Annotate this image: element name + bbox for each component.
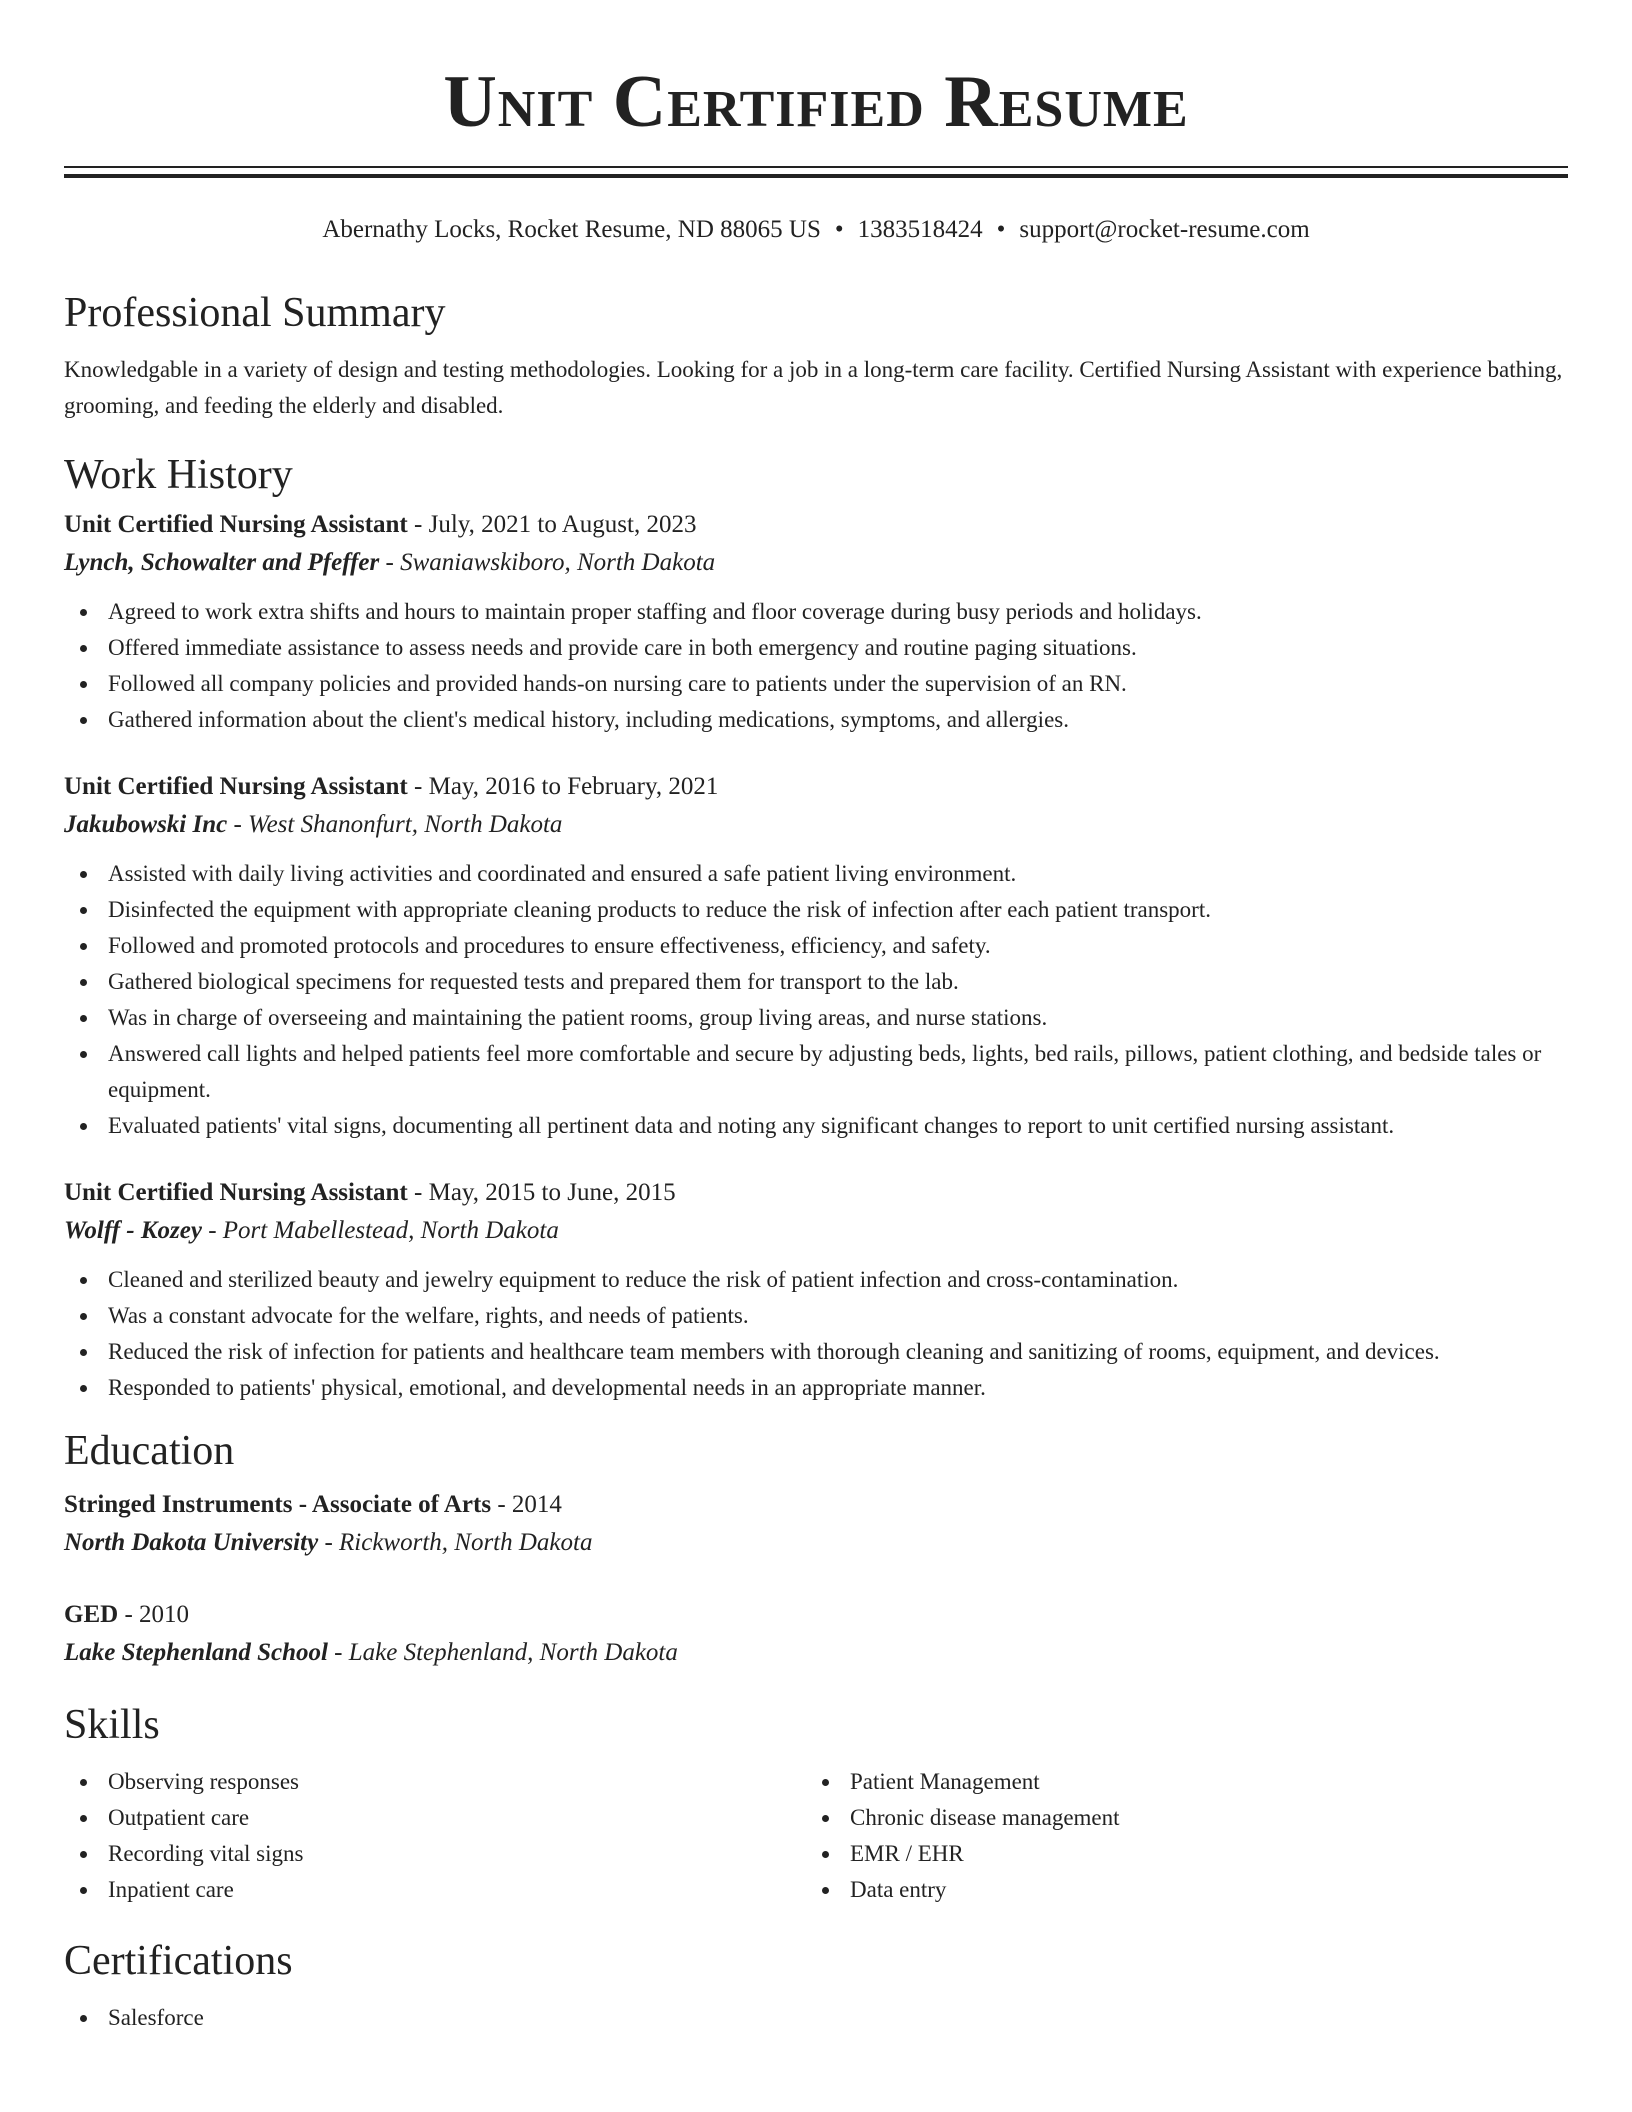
list-item: Recording vital signs bbox=[64, 1836, 806, 1872]
list-item: Gathered information about the client's medical history, including medications, symptoms, and allergies. bbox=[64, 702, 1568, 738]
job-company-line bbox=[64, 806, 1568, 844]
job-entry bbox=[64, 1174, 1568, 1406]
education-heading: Education bbox=[64, 1428, 235, 1474]
list-item: Responded to patients' physical, emotional, and developmental needs in an appropriate manner. bbox=[64, 1370, 1568, 1406]
contact-separator: • bbox=[996, 216, 1006, 243]
education-degree-line bbox=[64, 1596, 1568, 1634]
education-location: - Rickworth, North Dakota bbox=[318, 1529, 593, 1556]
title-rule-thick bbox=[64, 174, 1568, 178]
job-entry bbox=[64, 768, 1568, 1144]
certifications-heading: Certifications bbox=[64, 1938, 293, 1984]
job-dates: - May, 2016 to February, 2021 bbox=[407, 773, 719, 800]
list-item: Followed all company policies and provided hands-on nursing care to patients under the supervision of an RN. bbox=[64, 666, 1568, 702]
list-item: Chronic disease management bbox=[806, 1800, 1548, 1836]
job-dates: - May, 2015 to June, 2015 bbox=[407, 1179, 676, 1206]
list-item: Observing responses bbox=[64, 1764, 806, 1800]
summary-section bbox=[64, 288, 1568, 424]
education-entry bbox=[64, 1596, 1568, 1672]
job-location: - West Shanonfurt, North Dakota bbox=[227, 811, 563, 838]
skills-section bbox=[64, 1700, 1568, 1908]
list-item: Was in charge of overseeing and maintaining the patient rooms, group living areas, and nurse stations. bbox=[64, 1000, 1568, 1036]
job-title-line bbox=[64, 1174, 1568, 1212]
education-year: - 2014 bbox=[491, 1491, 562, 1518]
list-item: Outpatient care bbox=[64, 1800, 806, 1836]
list-item: EMR / EHR bbox=[806, 1836, 1548, 1872]
certifications-section bbox=[64, 1936, 1568, 2036]
job-title: Unit Certified Nursing Assistant bbox=[64, 773, 408, 800]
job-bullets bbox=[64, 1262, 1568, 1406]
education-section bbox=[64, 1426, 1568, 1672]
education-school-line bbox=[64, 1634, 1568, 1672]
certifications-list bbox=[64, 2000, 1568, 2036]
education-location: - Lake Stephenland, North Dakota bbox=[327, 1639, 678, 1666]
skills-left-list bbox=[64, 1764, 806, 1908]
list-item: Offered immediate assistance to assess needs and provide care in both emergency and routine paging situations. bbox=[64, 630, 1568, 666]
skills-columns bbox=[64, 1764, 1568, 1908]
list-item: Agreed to work extra shifts and hours to maintain proper staffing and floor coverage during busy periods and holidays. bbox=[64, 594, 1568, 630]
skills-right-list bbox=[806, 1764, 1548, 1908]
list-item: Reduced the risk of infection for patients and healthcare team members with thorough cleaning and sanitizing of rooms, equipment, and devices. bbox=[64, 1334, 1568, 1370]
job-title: Unit Certified Nursing Assistant bbox=[64, 511, 408, 538]
title-double-rule bbox=[64, 166, 1568, 178]
contact-email: support@rocket-resume.com bbox=[1019, 216, 1310, 243]
job-title-line bbox=[64, 768, 1568, 806]
job-title-line bbox=[64, 506, 1568, 544]
skills-heading: Skills bbox=[64, 1702, 160, 1748]
list-item: Gathered biological specimens for requested tests and prepared them for transport to the lab. bbox=[64, 964, 1568, 1000]
job-title: Unit Certified Nursing Assistant bbox=[64, 1179, 408, 1206]
list-item: Inpatient care bbox=[64, 1872, 806, 1908]
contact-address: Abernathy Locks, Rocket Resume, ND 88065 US bbox=[322, 216, 821, 243]
job-company: Wolff - Kozey bbox=[64, 1217, 202, 1244]
education-entry bbox=[64, 1486, 1568, 1562]
work-history-heading: Work History bbox=[64, 452, 293, 498]
education-school-line bbox=[64, 1524, 1568, 1562]
contact-phone: 1383518424 bbox=[857, 216, 983, 243]
job-bullets bbox=[64, 856, 1568, 1144]
summary-heading: Professional Summary bbox=[64, 290, 446, 336]
job-company-line bbox=[64, 544, 1568, 582]
list-item: Assisted with daily living activities and coordinated and ensured a safe patient living environment. bbox=[64, 856, 1568, 892]
title-rule-thin bbox=[64, 166, 1568, 168]
list-item: Answered call lights and helped patients feel more comfortable and secure by adjusting beds, lights, bed rails, pillows, patient clothing, and bedside tales or equipment. bbox=[64, 1036, 1568, 1108]
job-bullets bbox=[64, 594, 1568, 738]
job-entry bbox=[64, 506, 1568, 738]
job-company: Jakubowski Inc bbox=[64, 811, 228, 838]
list-item: Evaluated patients' vital signs, documenting all pertinent data and noting any significant changes to report to unit certified nursing assistant. bbox=[64, 1108, 1568, 1144]
education-degree: Stringed Instruments - Associate of Arts bbox=[64, 1491, 492, 1518]
education-school: Lake Stephenland School bbox=[64, 1639, 328, 1666]
list-item: Data entry bbox=[806, 1872, 1548, 1908]
list-item: Salesforce bbox=[64, 2000, 1568, 2036]
job-company: Lynch, Schowalter and Pfeffer bbox=[64, 549, 380, 576]
resume-title: Unit Certified Resume bbox=[443, 61, 1189, 143]
job-location: - Swaniawskiboro, North Dakota bbox=[379, 549, 716, 576]
education-degree-line bbox=[64, 1486, 1568, 1524]
education-year: - 2010 bbox=[118, 1601, 190, 1628]
list-item: Disinfected the equipment with appropriate cleaning products to reduce the risk of infection after each patient transport. bbox=[64, 892, 1568, 928]
contact-line bbox=[64, 214, 1568, 246]
work-history-section bbox=[64, 450, 1568, 1406]
job-location: - Port Mabellestead, North Dakota bbox=[201, 1217, 559, 1244]
list-item: Cleaned and sterilized beauty and jewelry equipment to reduce the risk of patient infection and cross-contamination. bbox=[64, 1262, 1568, 1298]
list-item: Was a constant advocate for the welfare, rights, and needs of patients. bbox=[64, 1298, 1568, 1334]
job-dates: - July, 2021 to August, 2023 bbox=[407, 511, 697, 538]
summary-text: Knowledgable in a variety of design and testing methodologies. Looking for a job in a long-term care facility. Certified Nursing Assistant with experience bathing, grooming, and feeding the elderly and disabled. bbox=[64, 357, 1563, 418]
list-item: Patient Management bbox=[806, 1764, 1548, 1800]
education-school: North Dakota University bbox=[64, 1529, 319, 1556]
job-company-line bbox=[64, 1212, 1568, 1250]
contact-separator: • bbox=[834, 216, 844, 243]
list-item: Followed and promoted protocols and procedures to ensure effectiveness, efficiency, and safety. bbox=[64, 928, 1568, 964]
education-degree: GED bbox=[64, 1601, 119, 1628]
